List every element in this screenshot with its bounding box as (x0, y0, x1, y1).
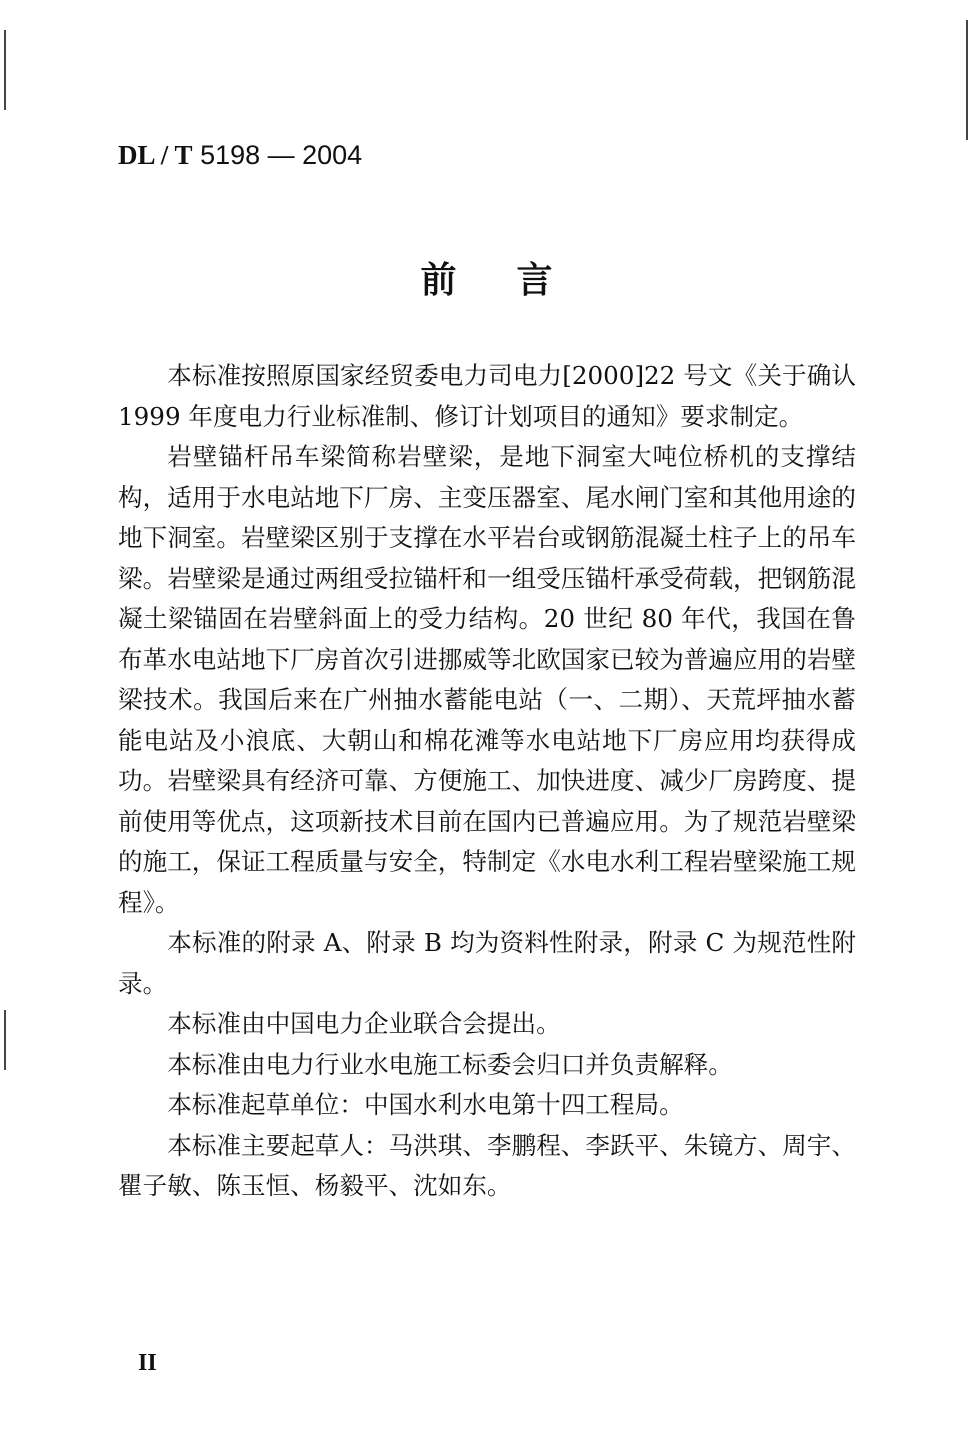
standard-code (118, 140, 362, 171)
paragraph-basis: 本标准按照原国家经贸委电力司电力[2000]22 号文《关于确认 1999 年度电力行业标准制、修订计划项目的通知》要求制定。 (118, 361, 856, 431)
paragraph-drafters: 本标准主要起草人：马洪琪、李鹏程、李跃平、朱镜方、周宇、瞿子敏、陈玉恒、杨毅平、沈如东。 (118, 1130, 856, 1200)
page-number: II (138, 1350, 157, 1376)
paragraph-drafting-unit: 本标准起草单位：中国水利水电第十四工程局。 (167, 1090, 684, 1119)
paragraph-appendices: 本标准的附录 A、附录 B 均为资料性附录，附录 C 为规范性附录。 (118, 928, 856, 998)
scan-edge-right (966, 20, 968, 140)
scan-edge-left-lower (4, 1010, 6, 1070)
foreword-body (118, 356, 856, 1207)
scan-edge-left (4, 30, 6, 110)
paragraph-background: 岩壁锚杆吊车梁简称岩壁梁，是地下洞室大吨位桥机的支撑结构，适用于水电站地下厂房、主变压器室、尾水闸门室和其他用途的地下洞室。岩壁梁区别于支撑在水平岩台或钢筋混凝土柱子上的吊车梁。岩壁梁是通过两组受拉锚杆和一组受压锚杆承受荷载，把钢筋混凝土梁锚固在岩壁斜面上的受力结构。20 世纪 80 年代，我国在鲁布革水电站地下厂房首次引进挪威等北欧国家已较为普遍应用的岩壁梁技术。我国后来在广州抽水蓄能电站（一、二期）、天荒坪抽水蓄能电站及小浪底、大朝山和棉花滩等水电站地下厂房应用均获得成功。岩壁梁具有经济可靠、方便施工、加快进度、减少厂房跨度、提前使用等优点，这项新技术目前在国内已普遍应用。为了规范岩壁梁的施工，保证工程质量与安全，特制定《水电水利工程岩壁梁施工规程》。 (118, 442, 856, 917)
standard-prefix: DL / T (118, 140, 193, 170)
paragraph-interpretation: 本标准由电力行业水电施工标委会归口并负责解释。 (167, 1049, 733, 1079)
page-title: 前言 (420, 260, 613, 301)
standard-number: 5198 — 2004 (200, 140, 363, 170)
paragraph-proposer: 本标准由中国电力企业联合会提出。 (167, 1009, 561, 1038)
